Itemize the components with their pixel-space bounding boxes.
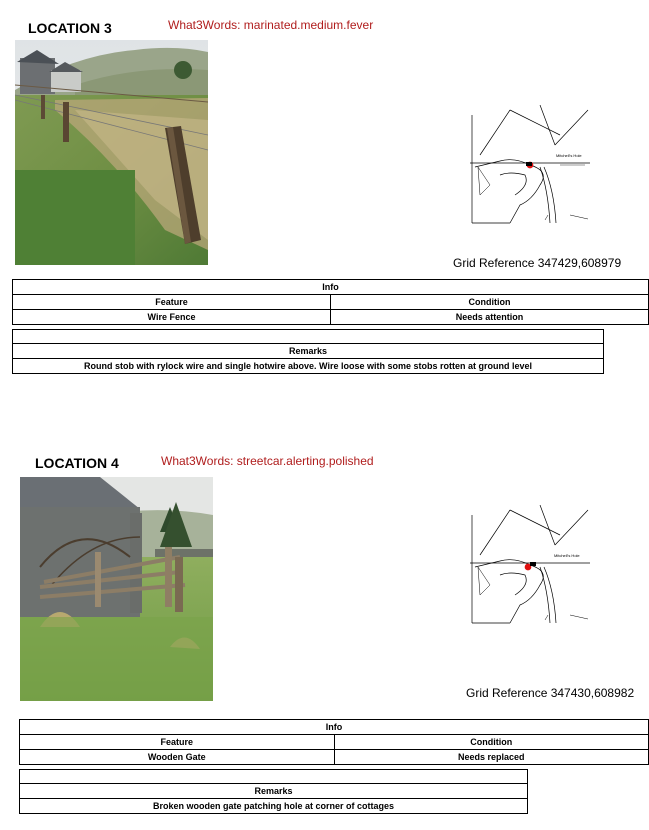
location-4-remarks-table [19, 769, 528, 814]
feature-label: Feature [20, 735, 335, 750]
remarks-header: Remarks [13, 344, 604, 359]
feature-value: Wooden Gate [20, 750, 335, 765]
location-3-photo-wire-fence [15, 40, 208, 265]
remarks-spacer [20, 770, 528, 784]
condition-label: Condition [331, 295, 649, 310]
location-4-what3words: What3Words: streetcar.alerting.polished [161, 454, 374, 468]
location-3-grid-reference: Grid Reference 347429,608979 [453, 256, 622, 270]
location-3-remarks-table [12, 329, 604, 374]
feature-label: Feature [13, 295, 331, 310]
location-4-info-table [19, 719, 649, 765]
location-4-map [470, 505, 590, 625]
remarks-header: Remarks [20, 784, 528, 799]
location-3-map [470, 105, 590, 225]
condition-value: Needs attention [331, 310, 649, 325]
map-place-label: Mitchell's Hole [556, 153, 582, 158]
remarks-text: Round stob with rylock wire and single hotwire above. Wire loose with some stobs rotten at ground level [13, 359, 604, 374]
location-4-grid-reference: Grid Reference 347430,608982 [466, 686, 635, 700]
info-header: Info [20, 720, 649, 735]
remarks-spacer [13, 330, 604, 344]
location-4-photo-wooden-gate [20, 477, 213, 701]
map-place-label: Mitchell's Hole [554, 553, 580, 558]
remarks-text: Broken wooden gate patching hole at corner of cottages [20, 799, 528, 814]
info-header: Info [13, 280, 649, 295]
feature-value: Wire Fence [13, 310, 331, 325]
location-3-title: LOCATION 3 [28, 20, 112, 36]
condition-label: Condition [334, 735, 649, 750]
location-4-title: LOCATION 4 [35, 455, 119, 471]
location-3-what3words: What3Words: marinated.medium.fever [168, 18, 374, 32]
condition-value: Needs replaced [334, 750, 649, 765]
location-3-info-table [12, 279, 649, 325]
